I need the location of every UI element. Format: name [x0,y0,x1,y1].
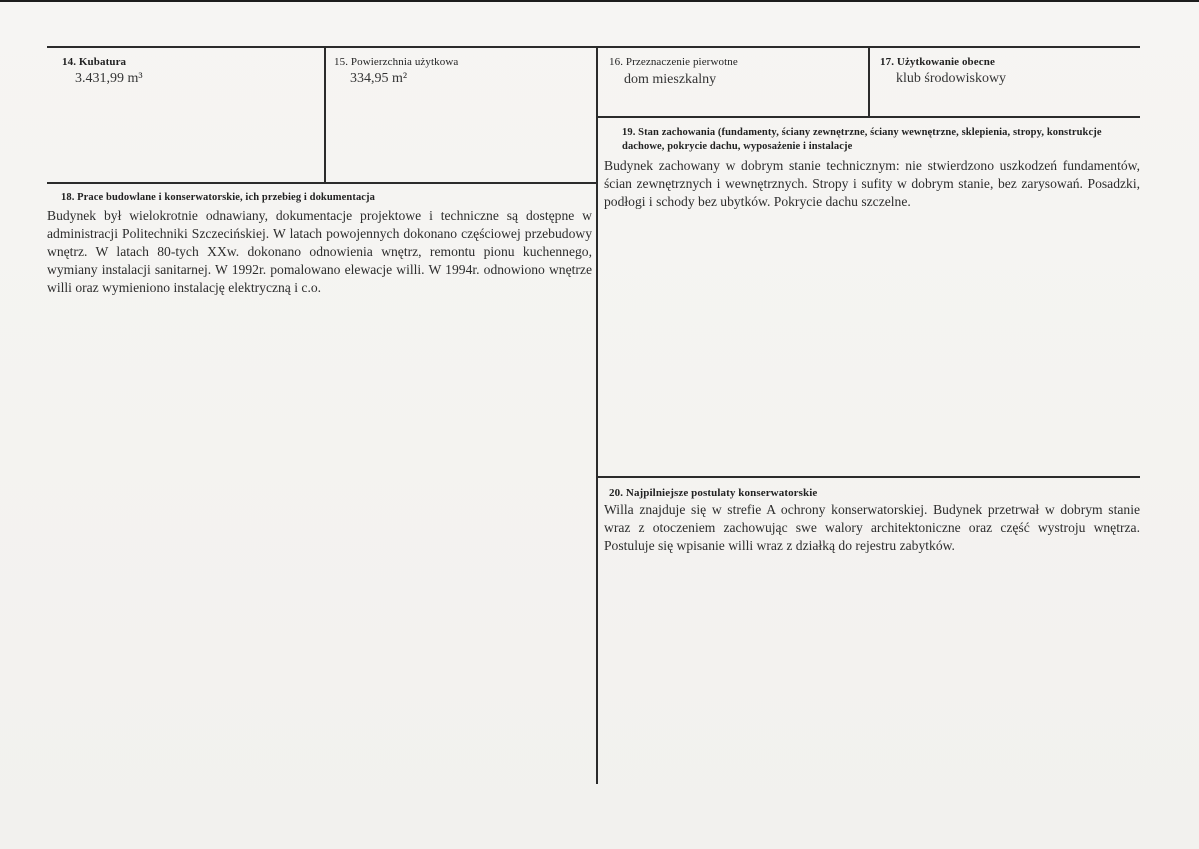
field-15-label: 15. Powierzchnia użytkowa [334,56,459,68]
field-18-text: Budynek był wielokrotnie odnawiany, dokumentacje projektowe i techniczne są dostępne w administracji Politechniki Szczecińskiej. W latach powojennych dokonano częściowej przebudowy wnętrz. W latach 80-tych XXw. dokonano odnowienia wnętrz, remontu pionu kuchennego, wymiany instalacji sanitarnej. W 1992r. pomalowano elewacje willi. W 1994r. odnowiono wnętrze willi oraz wymieniono instalację elektryczną i c.o. [47,208,592,295]
field-17-label: 17. Użytkowanie obecne [880,56,995,68]
field-15-value: 334,95 m² [350,71,408,86]
divider-14-15 [324,46,326,183]
field-19-text: Budynek zachowany w dobrym stanie technicznym: nie stwierdzono uszkodzeń fundamentów, ścian zewnętrznych i wewnętrznych. Stropy i sufity w dobrym stanie, bez zarysowań. Posadzki, podłogi i schody bez ubytków. Pokrycie dachu szczelne. [604,158,1140,209]
field-20-text: Willa znajduje się w strefie A ochrony konserwatorskiej. Budynek przetrwał w dobrym stanie wraz z otoczeniem zachowując swe walory architektoniczne oraz część wystroju wnętrza. Postuluje się wpisanie willi wraz z działką do rejestru zabytków. [604,502,1140,553]
rule-above-18 [47,182,597,184]
field-16-value: dom mieszkalny [624,72,717,87]
field-19-label: 19. Stan zachowania (fundamenty, ściany zewnętrzne, ściany wewnętrzne, sklepienia, stropy, konstrukcje dachowe, pokrycie dachu, wyposażenie i instalacje [622,127,1102,152]
field-18-label: 18. Prace budowlane i konserwatorskie, ich przebieg i dokumentacja [61,192,376,203]
field-14-value: 3.431,99 m³ [75,71,143,86]
field-20-label: 20. Najpilniejsze postulaty konserwatorskie [609,487,818,499]
rule-above-20 [597,476,1140,478]
divider-left-right [596,46,598,784]
top-rule [47,46,1140,48]
rule-under-16-17 [597,116,1140,118]
divider-16-17 [868,46,870,118]
field-14-label: 14. Kubatura [62,56,127,68]
field-17-value: klub środowiskowy [896,71,1007,86]
field-16-label: 16. Przeznaczenie pierwotne [609,56,738,68]
